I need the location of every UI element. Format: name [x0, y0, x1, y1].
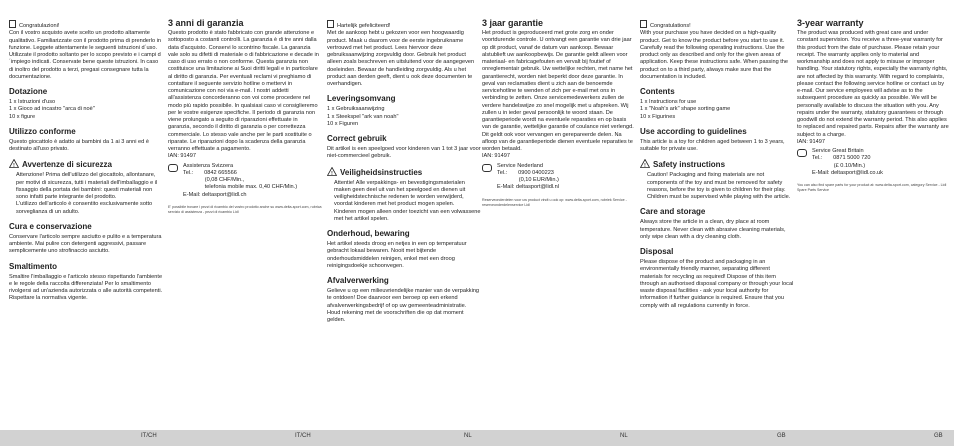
heading: Use according to guidelines	[640, 126, 747, 136]
body-text: Gelieve u op een milieuvriendelijke manier van de verpakking te ontdoen! Doe daarvoor een beroep op een erkend afvalverwerkingsbedrijf of op uw gemeenteadministratie. Houd rekening met de voorschriften die op dat moment gelden.	[327, 288, 480, 323]
list-item: 10 x figure	[9, 113, 36, 120]
service-icon	[797, 149, 807, 157]
heading: Afvalverwerking	[327, 276, 389, 285]
svg-text:!: !	[13, 163, 15, 169]
list-item: 1 x Steekspel "ark van noah"	[327, 113, 399, 120]
list-item: • Attentie! Alle verpakkings- en bevestigingsmaterialen maken geen deel uit van het speelgoed en dienen uit veiligheidstechnische redenen te worden verwijderd, voordat kinderen met het product mogen spelen.	[334, 180, 481, 209]
list-item: • Attenzione! Prima dell'utilizzo del giocattolo, allontanare, per motivi di sicurezza, tutti i materiali dell'imballaggio e il fissaggio della portata dei bambini: questi materiali non sono infatti parte integrante del prodotto.	[16, 172, 163, 201]
svg-text:!: !	[331, 170, 333, 176]
contact-line: (0,08 CHF/Min.,	[183, 177, 245, 183]
column-nl-2	[482, 0, 636, 430]
list-item: 1 x Instructions for use	[640, 99, 697, 105]
contact-line: Assistenza Svizzera	[183, 162, 234, 169]
intro-text: Con il vostro acquisto avete scelto un prodotto altamente qualitativo. Familiarizzate con il prodotto prima di prenderlo in funzione. Leggete attentamente le seguenti istruzioni d´uso. Utilizzate il prodotto soltanto per lo scopo previsto e i campi d´impiego indicati. Conservate bene queste istruzioni. In caso di inoltro del prodotto a terzi, pregasi consegnare tutta la documentazione.	[9, 30, 162, 80]
body-text: Het artikel steeds droog en netjes in een op temperatuur gebracht lokaal bewaren. Nooit met bijtende onderhoudsmiddelen reinigen, enkel met een droog reinigingsdoekje schoonvegen.	[327, 241, 467, 269]
body-text: This article is a toy for children aged between 1 to 3 years, suitable for private use.	[640, 138, 785, 152]
page-language-label: GB	[934, 433, 943, 439]
contact-line: E-Mail: deltasport@lidl.nl	[497, 184, 559, 191]
warning-icon	[327, 167, 337, 176]
list-item: • Caution! Packaging and fixing materials are not components of the toy and must be removed for safety reasons, before the toy is given to children for their play.	[647, 172, 794, 194]
contact-line: Service Great Britain	[812, 148, 864, 154]
heading: Veiligheidsinstructies	[340, 167, 423, 177]
service-icon	[168, 164, 178, 172]
heading: Safety instructions	[653, 160, 726, 170]
heading: Cura e conservazione	[9, 221, 92, 231]
contact-line: (£ 0.10/Min.)	[812, 162, 866, 169]
contact-line: E-Mail: deltasport@lidl.ch	[183, 191, 247, 198]
heading: Leveringsomvang	[327, 94, 396, 104]
page-language-label: NL	[620, 433, 628, 439]
contact-line: Tel.: 0900 0400223	[497, 169, 554, 176]
document-icon	[327, 20, 334, 28]
warning-icon	[640, 159, 650, 168]
list-item: 1 x Istruzioni d'uso	[9, 99, 56, 105]
ian-text: IAN: 91497	[168, 153, 196, 160]
column-it-1	[9, 0, 163, 430]
contact-line: (0,10 EUR/Min.)	[497, 177, 559, 183]
intro-text: Met de aankoop hebt u gekozen voor een hoogwaardig product. Maak u daarom voor de eerste ingebruikname vertrouwd met het product. Lees hiervoor deze gebruiksaanwijzing zorgvuldig door. Gebruik het product alleen zoals beschreven en uitsluitend voor de aangegeven doeleinden. Bewaar de handleiding zorgvuldig. Als u het product aan derden geeft, dient u ook deze documenten te overhandigen.	[327, 30, 475, 87]
congrats-text: Congratulazioni!	[19, 23, 60, 29]
heading: Utilizzo conforme	[9, 126, 76, 136]
list-item: • L'utilizzo dell'articolo è consentito esclusivamente sotto sorveglianza di un adulto.	[16, 201, 163, 216]
body-text: Dit artikel is een speelgoed voor kinderen van 1 tot 3 jaar voor niet-commercieel gebruik.	[327, 146, 481, 160]
body-text: Please dispose of the product and packaging in an environmentally friendly manner, separating different materials for recycling as required! Dispose of this item through an authorised disposal company or through your local waste disposal facilities - ask your local authority for information if further guidance is required. Ensure that you comply with all regulations currently in force.	[640, 259, 794, 309]
heading: Care and storage	[640, 207, 706, 217]
heading: Disposal	[640, 247, 674, 256]
column-gb-2	[797, 0, 949, 430]
heading: 3 anni di garanzia	[168, 18, 244, 28]
body-text: Questo giocattolo è adatto ai bambini da 1 ai 3 anni ed è destinato all'uso privato.	[9, 138, 149, 152]
list-item: • Kinderen mogen alleen onder toezicht van een volwassene met het artikel spelen.	[334, 209, 481, 224]
page-language-label: NL	[464, 433, 472, 439]
body-text: Conservare l'articolo sempre asciutto e pulito e a temperatura ambiente. Mai pulire con detergenti aggressivi, passare semplicemente uno strofinaccio asciutto.	[9, 233, 162, 255]
contact-block	[797, 148, 949, 177]
heading: 3 jaar garantie	[482, 18, 544, 28]
congrats-text: Hartelijk gefeliciteerd!	[337, 23, 391, 29]
contact-block	[168, 163, 322, 199]
contact-block	[482, 163, 636, 192]
contact-line: Tel.: 0842 665566	[183, 169, 237, 176]
list-item: 1 x Gebruiksaanwijzing	[327, 106, 385, 113]
heading: 3-year warranty	[797, 18, 864, 28]
spare-parts-note: Reserveonderdelen voor uw product vindt u ook op: www.delta-sport.com, rubriek Service - reserveonderdelenservice Lidl	[482, 197, 627, 207]
page-language-label: GB	[777, 433, 786, 439]
footer-bar	[0, 430, 954, 446]
heading: Dotazione	[9, 87, 48, 96]
warning-icon	[9, 159, 19, 168]
contact-line: telefonia mobile max. 0,40 CHF/Min.)	[183, 184, 298, 191]
body-text: Questo prodotto è stato fabbricato con grande attenzione e sottoposto a costanti controlli. La garanzia è di tre anni dalla data d'acquisto. Conservi lo scontrino fiscale. La garanzia vale solo su difetti di materiale o di fabbricazione e decade in caso di uso errato o non conforme. Questa garanzia non costituisce una limitazione ai Suoi diritti legali e in particolare al diritto di garanzia. Per eventuali reclami vi preghiamo di contattare il seguente servizio hotline o mettervi in comunicazione con noi via e-mail. I nostri addetti all'assistenza concorderanno con voi come procedere nel modo più rapido possibile. In qualsiasi caso vi consiglieremo per le vostre esigenze specifiche. Il periodo di garanzia non viene prolungato a seguito di riparazioni effettuate in garanzia, secondo il diritto di garanzia o per correttezza commerciale. Lo stesso vale anche per le parti sostituite o riparate. Le riparazioni dopo la scadenza della garanzia verranno effettuate a pagamento.	[168, 30, 319, 152]
heading: Avvertenze di sicurezza	[22, 160, 112, 170]
congrats-text: Congratulations!	[650, 23, 691, 29]
contact-line: E-Mail: deltasport@lidl.co.uk	[812, 169, 883, 176]
body-text: Always store the article in a clean, dry place at room temperature. Never clean with abrasive cleaning materials, only wipe clean with a dry cleaning cloth.	[640, 219, 786, 240]
list-item: 1 x "Noah's ark" shape sorting game	[640, 106, 731, 113]
heading: Onderhoud, bewaring	[327, 229, 410, 238]
document-icon	[9, 20, 16, 28]
list-item: • Children must be supervised while playing with the article.	[647, 194, 794, 201]
spare-parts-note: You can also find spare parts for your product at: www.delta-sport.com, category Service - Lidl Spare Parts Service	[797, 183, 947, 192]
contact-line: Service Nederland	[497, 162, 544, 169]
heading: Smaltimento	[9, 261, 58, 271]
page-language-label: IT/CH	[141, 433, 157, 439]
service-icon	[482, 164, 492, 172]
list-item: 10 x Figuren	[327, 120, 359, 127]
contact-line: Tel.: 0871 5000 720	[812, 155, 871, 162]
heading: Correct gebruik	[327, 134, 387, 143]
heading: Contents	[640, 87, 675, 96]
body-text: The product was produced with great care and under constant supervision. You receive a three-year warranty for this product from the date of purchase. Please retain your receipt. The warranty applies only to material and workmanship and does not apply to misuse or improper handling. Your statutory rights, especially the warranty rights, are not affected by this warranty. With regard to complaints, please contact the following service hotline or contact us by e-mail. Our service employees will advise as to the subsequent procedure as quickly as possible. We will be personally available to discuss the situation with you. Any repairs under the warranty, statutory guarantees or through goodwill do not extend the warranty period. This also applies to replaced and repaired parts. Repairs after the warranty are subject to a charge.	[797, 30, 949, 138]
column-nl-1	[327, 0, 481, 430]
body-text: Het product is geproduceerd met grote zorg en onder voortdurende controle. U ontvangt een garantie van drie jaar op dit product, vanaf de datum van aankoop. Bewaar alstublieft uw aankoopbewijs. De garantie geldt alleen voor materiaal- en fabricagefouten en vervalt bij foutief of onreglementair gebruik. Uw wettelijke rechten, met name het garantierecht, worden niet beperkt door deze garantie. In geval van reclamaties dient u zich aan de benoemde servicehotline te wenden of zich per e-mail met ons in verbinding te zetten. Onze servicemedewerkers zullen de verdere handelswijze zo snel mogelijk met u afspreken. Wij zullen u in ieder geval persoonlijk te woord staan. De garantieperiode wordt na eventuele reparaties en op basis van de garantie, wettelijke garantie of coulance niet verlengd. Dit geldt ook voor vervangen en gerepareerde delen. Na afloop van de garantieperiode dienen eventuele reparaties te worden betaald.	[482, 30, 634, 152]
body-text: Smaltire l'imballaggio e l'articolo stesso rispettando l'ambiente e le regole della raccolta differenziata! Per lo smaltimento rivolgersi ad un'azienda autorizzata o alle autorità competenti. Rispettare la normativa vigente.	[9, 273, 163, 302]
intro-text: With your purchase you have decided on a high-quality product. Get to know the product before you start to use it. Carefully read the following operating instructions. Use the product only as described and only for the given areas of application. Keep these instructions safe. When passing the product on to a third party, always make sure that the documentation is included.	[640, 30, 789, 80]
document-icon	[640, 20, 647, 28]
ian-text: IAN: 91497	[797, 138, 825, 145]
spare-parts-note: E' possibile trovare i pezzi di ricambio del vostro prodotto anche su www.delta-sport.com, rubrica servizio di assistenza - pezzi di ricambio Lidl	[168, 204, 322, 214]
svg-text:!: !	[644, 163, 646, 169]
page-language-label: IT/CH	[295, 433, 311, 439]
list-item: 10 x Figurines	[640, 113, 676, 120]
list-item: 1 x Gioco ad incastro "arca di noè"	[9, 106, 95, 113]
column-gb-1	[640, 0, 794, 430]
column-it-2	[168, 0, 322, 430]
ian-text: IAN: 91497	[482, 153, 510, 160]
